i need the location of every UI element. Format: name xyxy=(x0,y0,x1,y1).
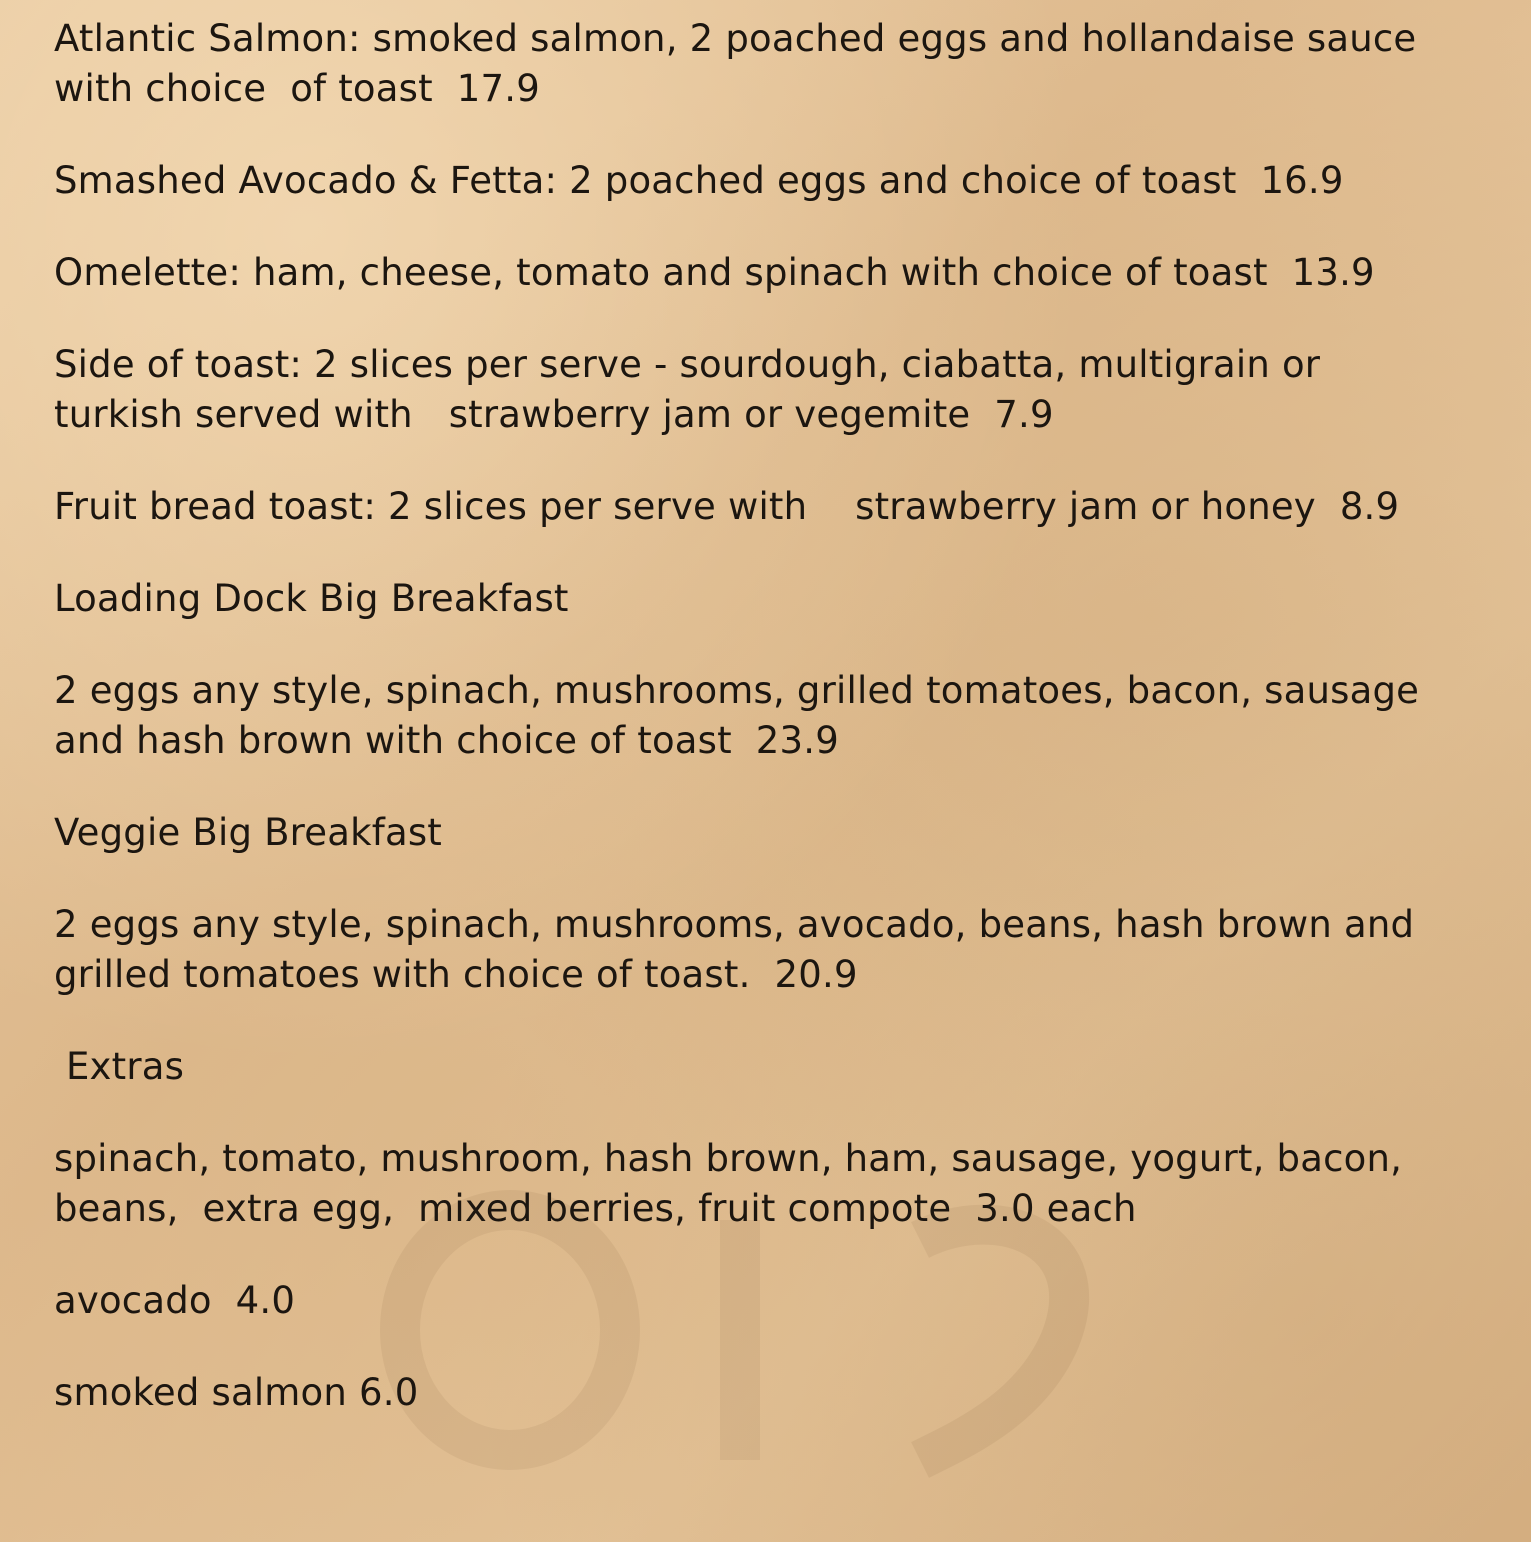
extras-list: spinach, tomato, mushroom, hash brown, ham, sausage, yogurt, bacon, beans, extra egg, mixed berries, fruit compote 3.0 each xyxy=(54,1137,1403,1230)
menu-item-big-breakfast-description: 2 eggs any style, spinach, mushrooms, grilled tomatoes, bacon, sausage and hash brown with choice of toast 23.9 xyxy=(54,669,1420,762)
menu-item-side-of-toast: Side of toast: 2 slices per serve - sourdough, ciabatta, multigrain or turkish served with strawberry jam or vegemite 7.9 xyxy=(54,343,1321,436)
menu-item-atlantic-salmon: Atlantic Salmon: smoked salmon, 2 poached eggs and hollandaise sauce with choice of toast 17.9 xyxy=(54,17,1417,110)
menu-item-omelette: Omelette: ham, cheese, tomato and spinach with choice of toast 13.9 xyxy=(54,251,1375,294)
section-heading-big-breakfast: Loading Dock Big Breakfast xyxy=(54,577,569,620)
menu-item-fruit-bread-toast: Fruit bread toast: 2 slices per serve with strawberry jam or honey 8.9 xyxy=(54,485,1400,528)
menu-item-veggie-breakfast-description: 2 eggs any style, spinach, mushrooms, avocado, beans, hash brown and grilled tomatoes with choice of toast. 20.9 xyxy=(54,903,1415,996)
extra-smoked-salmon: smoked salmon 6.0 xyxy=(54,1371,419,1414)
breakfast-menu xyxy=(54,14,1474,1460)
section-heading-extras: Extras xyxy=(54,1045,185,1088)
section-heading-veggie-big-breakfast: Veggie Big Breakfast xyxy=(54,811,443,854)
menu-item-smashed-avocado: Smashed Avocado & Fetta: 2 poached eggs and choice of toast 16.9 xyxy=(54,159,1344,202)
extra-avocado: avocado 4.0 xyxy=(54,1279,296,1322)
